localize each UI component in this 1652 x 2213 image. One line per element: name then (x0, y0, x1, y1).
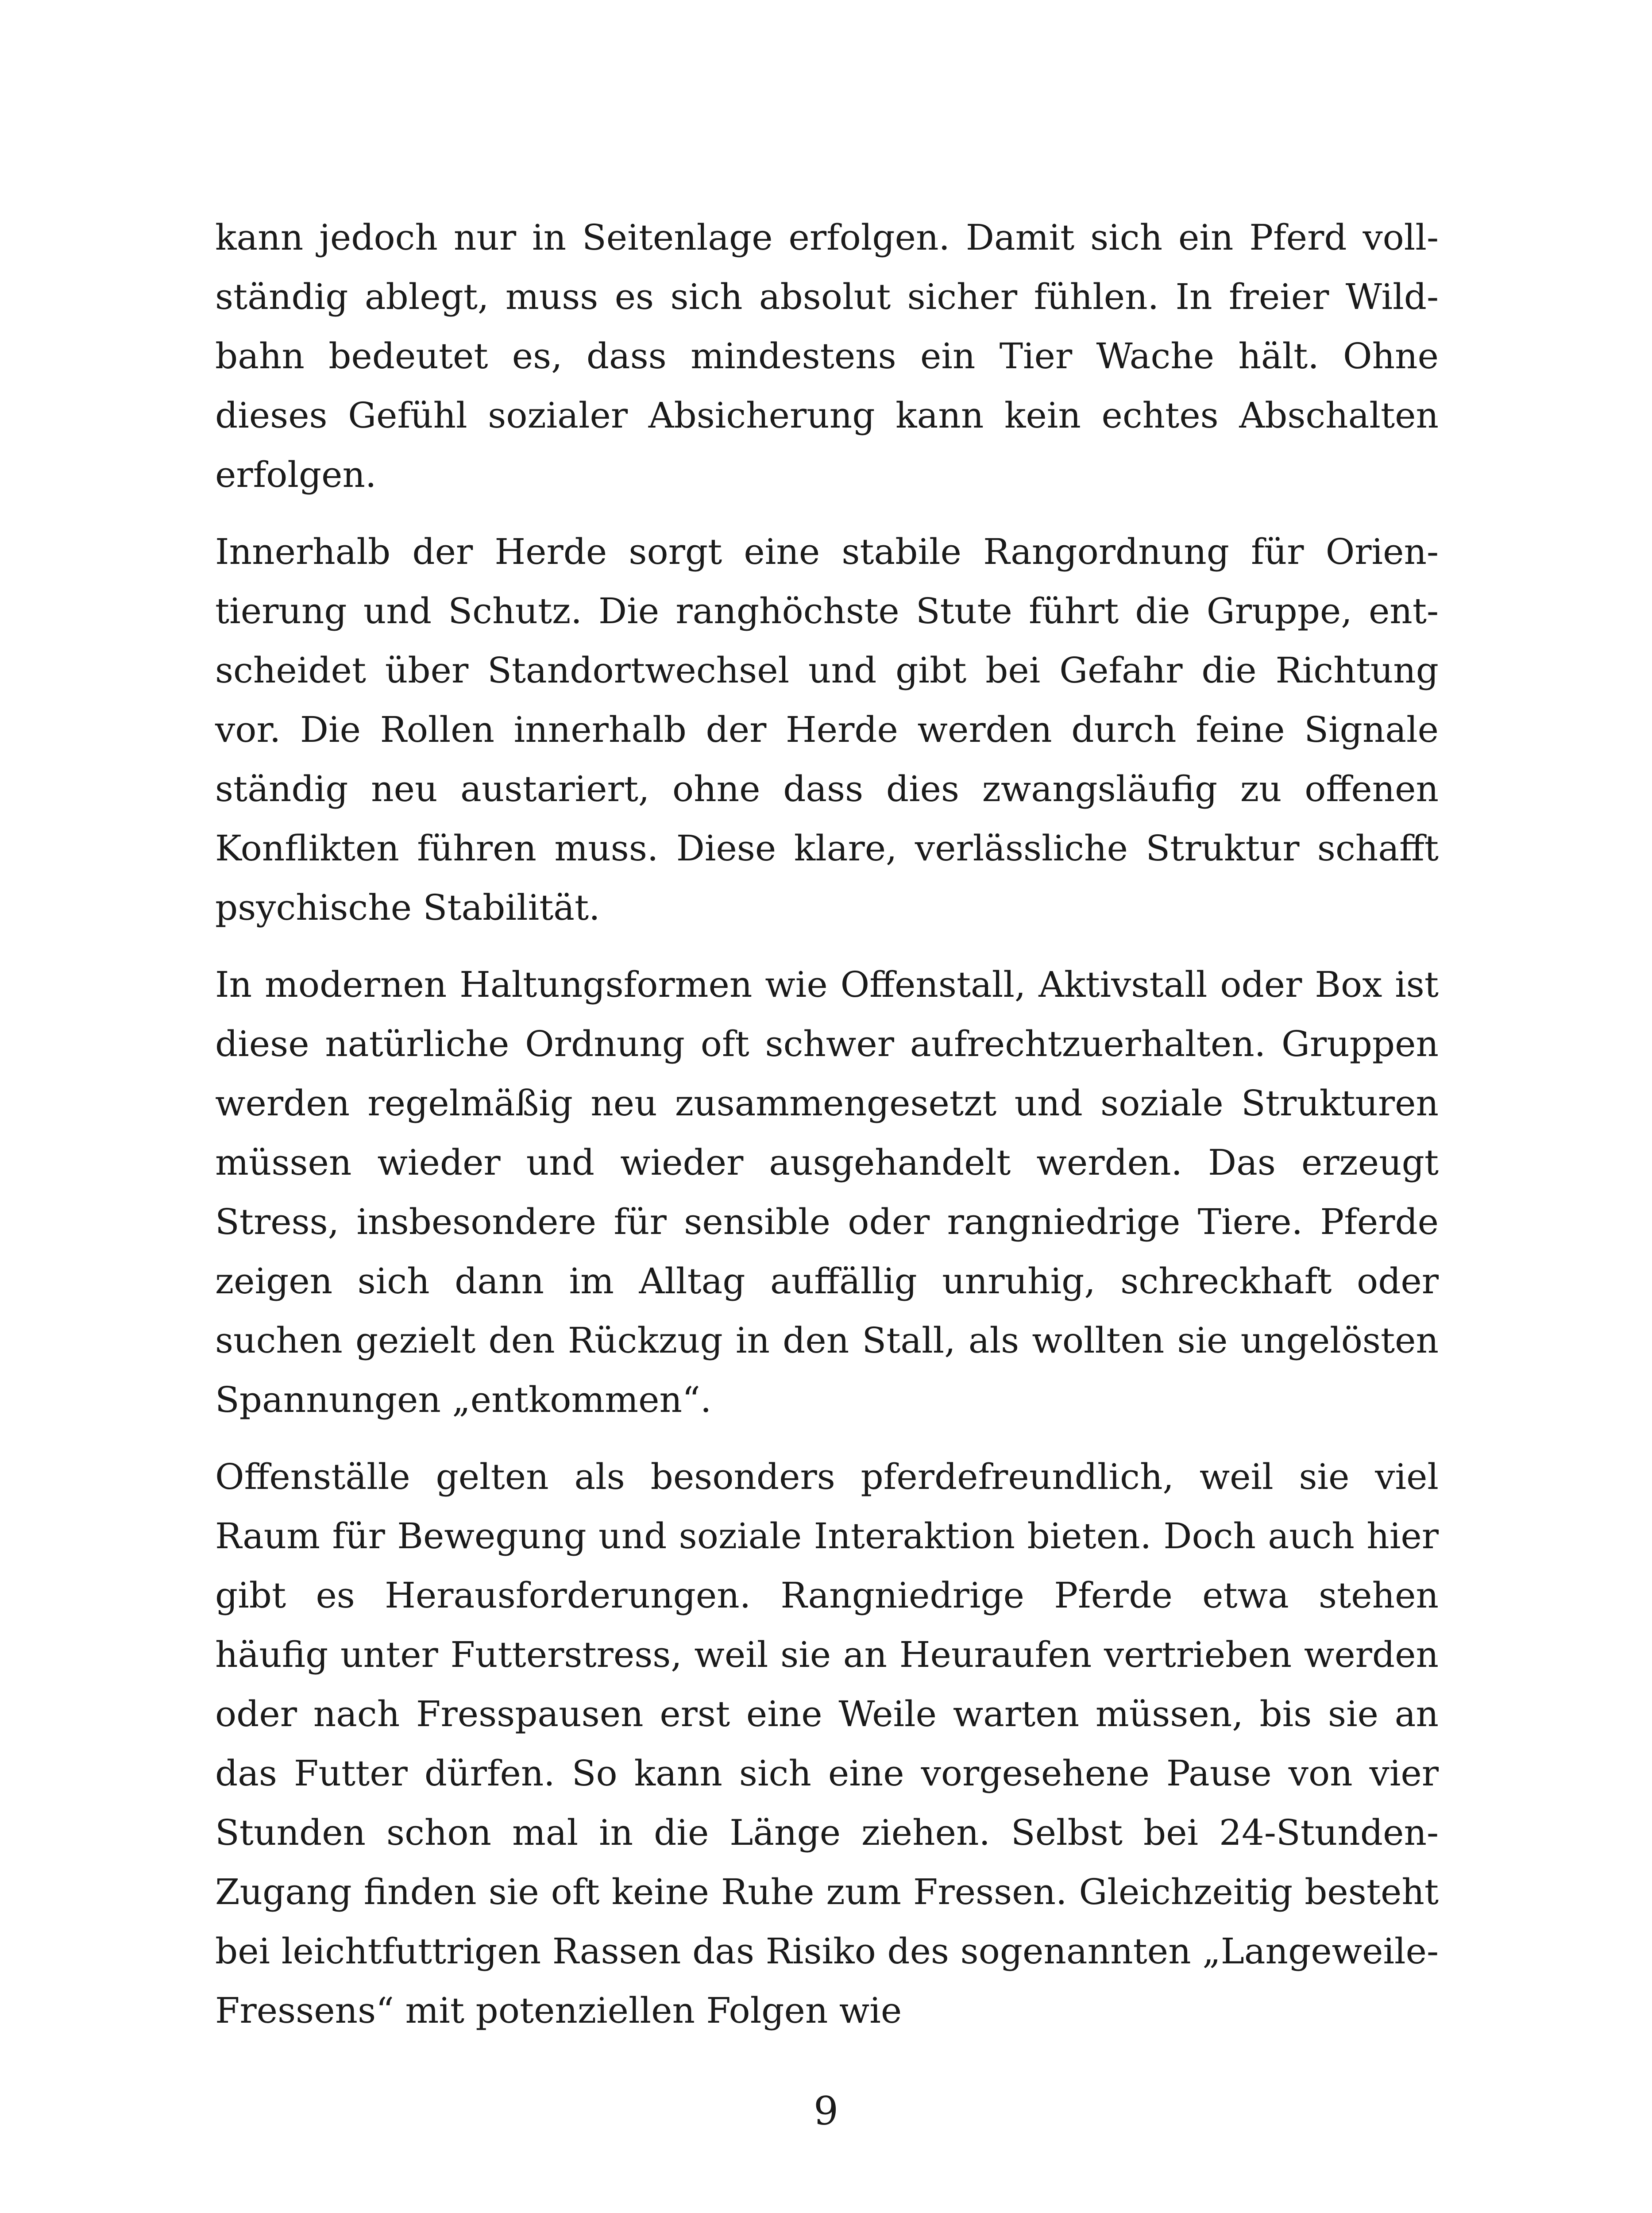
page-number: 9 (814, 2088, 838, 2134)
paragraph-2: Innerhalb der Herde sorgt eine stabile Rangordnung für Orientierung und Schutz. Die ranghöchste Stute führt die Gruppe, entscheidet über Standortwechsel und gibt bei Gefahr die Richtung vor. Die Rollen innerhalb der Herde werden durch feine Signale ständig neu austariert, ohne dass dies zwangsläufig zu offenen Konflikten führen muss. Diese klare, verlässliche Struktur schafft psychische Stabilität. (215, 531, 1439, 928)
paragraph-3: In modernen Haltungsformen wie Offenstall, Aktivstall oder Box ist diese natürliche Ordnung oft schwer aufrechtzuerhalten. Gruppen werden regelmäßig neu zusammengesetzt und soziale Strukturen müssen wieder und wieder ausgehandelt werden. Das erzeugt Stress, insbesondere für sensible oder rangniedrige Tiere. Pferde zeigen sich dann im Alltag auffällig unruhig, schreckhaft oder suchen gezielt den Rückzug in den Stall, als wollten sie ungelösten Spannungen „entkommen“. (215, 964, 1439, 1420)
paragraph-4: Offenställe gelten als besonders pferdefreundlich, weil sie viel Raum für Bewegung und soziale Interaktion bieten. Doch auch hier gibt es Herausforderungen. Rangniedrige Pferde etwa stehen häufig unter Futterstress, weil sie an Heuraufen vertrieben werden oder nach Fresspausen erst eine Weile warten müssen, bis sie an das Futter dürfen. So kann sich eine vorgesehene Pause von vier Stunden schon mal in die Länge ziehen. Selbst bei 24-Stunden-Zugang finden sie oft keine Ruhe zum Fressen. Gleichzeitig besteht bei leichtfuttrigen Rassen das Risiko des sogenannten „Langeweile-Fressens“ mit potenziellen Folgen wie (215, 1456, 1439, 2031)
paragraph-1: kann jedoch nur in Seitenlage erfolgen. Damit sich ein Pferd vollständig ablegt, muss es sich absolut sicher fühlen. In freier Wildbahn bedeutet es, dass mindestens ein Tier Wache hält. Ohne dieses Gefühl sozialer Absicherung kann kein echtes Abschalten erfolgen. (215, 217, 1439, 495)
body-text (215, 208, 1439, 2058)
